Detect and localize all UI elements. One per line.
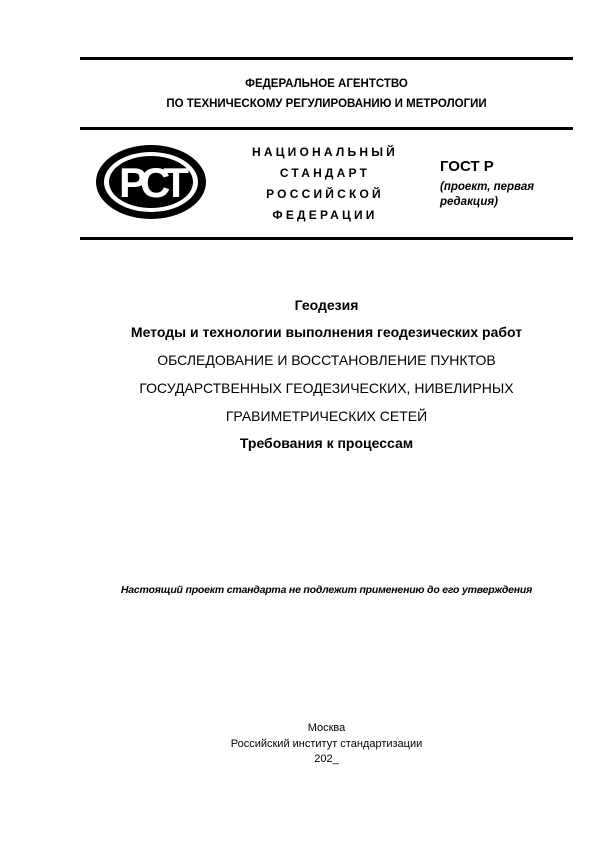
middle-rule bbox=[80, 127, 573, 130]
title-line4: ГОСУДАРСТВЕННЫХ ГЕОДЕЗИЧЕСКИХ, НИВЕЛИРНЫХ bbox=[139, 380, 514, 396]
title-line1: Геодезия bbox=[294, 297, 359, 313]
footer-publisher: Российский институт стандартизации bbox=[230, 738, 423, 750]
footer-year: 202_ bbox=[314, 753, 339, 765]
title-line2: Методы и технологии выполнения геодезических работ bbox=[130, 324, 523, 340]
standard-line4: ФЕДЕРАЦИИ bbox=[272, 208, 378, 222]
draft-notice: Настоящий проект стандарта не подлежит применению до его утверждения bbox=[120, 584, 533, 596]
logo-text: РСТ bbox=[119, 159, 183, 206]
standard-line3: РОССИЙСКОЙ bbox=[266, 187, 384, 201]
footer-city: Москва bbox=[307, 722, 346, 734]
standard-line2: СТАНДАРТ bbox=[279, 166, 371, 180]
title-line5: ГРАВИМЕТРИЧЕСКИХ СЕТЕЙ bbox=[225, 408, 428, 424]
top-rule bbox=[80, 57, 573, 60]
rst-certification-mark-icon bbox=[93, 142, 209, 222]
agency-name-line1: ФЕДЕРАЛЬНОЕ АГЕНТСТВО bbox=[245, 78, 408, 90]
title-line3: ОБСЛЕДОВАНИЕ И ВОССТАНОВЛЕНИЕ ПУНКТОВ bbox=[157, 352, 496, 368]
bottom-rule bbox=[80, 237, 573, 240]
edition-note: (проект, первая редакция) bbox=[440, 181, 534, 208]
standard-line1: НАЦИОНАЛЬНЫЙ bbox=[251, 145, 399, 159]
agency-name-line2: ПО ТЕХНИЧЕСКОМУ РЕГУЛИРОВАНИЮ И МЕТРОЛОГИИ bbox=[166, 98, 487, 110]
standard-designation: ГОСТ Р bbox=[440, 158, 494, 175]
title-line6: Требования к процессам bbox=[239, 435, 414, 451]
